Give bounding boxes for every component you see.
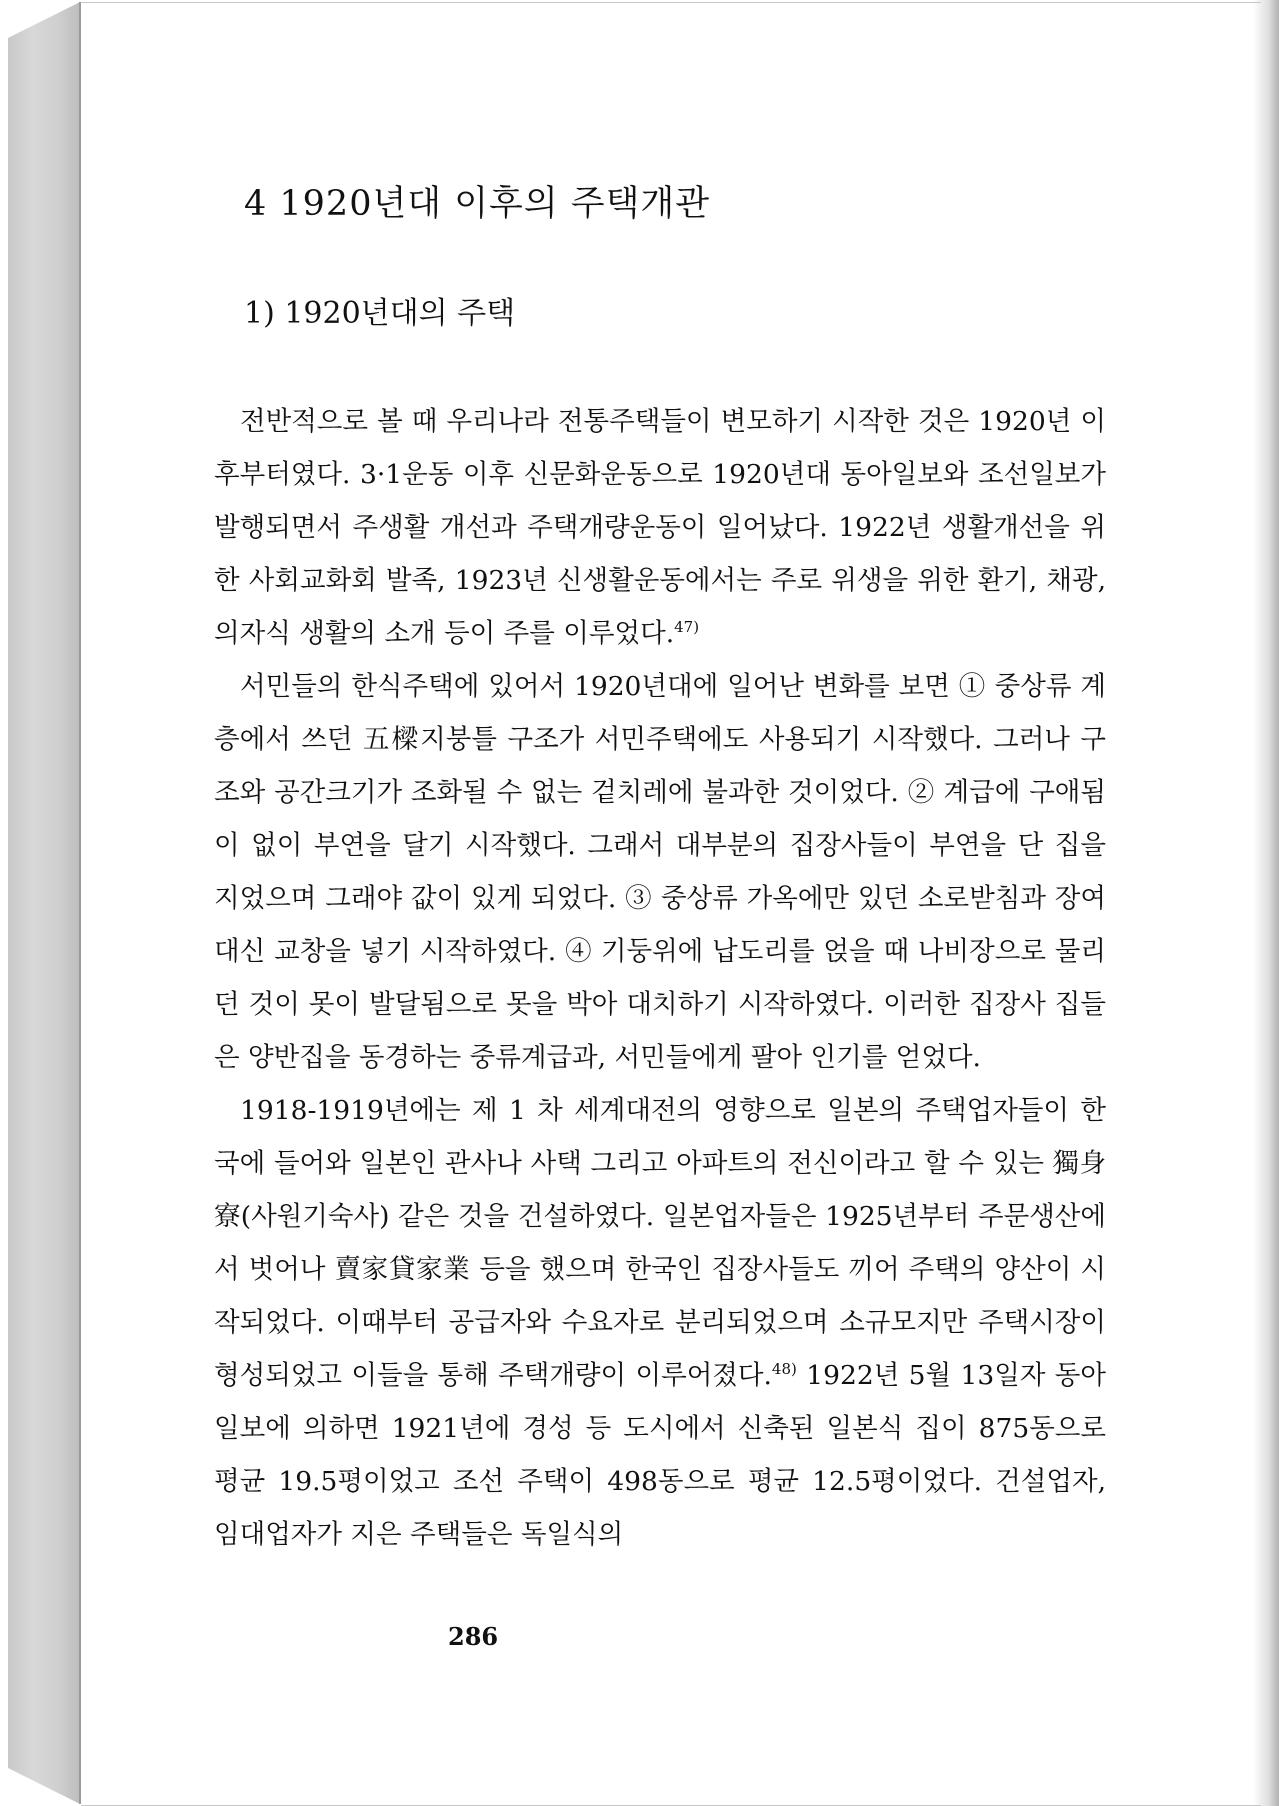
paragraph-text: 서민들의 한식주택에 있어서 1920년대에 일어난 변화를 보면 ① 중상류 계층에서 쓰던 五樑지붕틀 구조가 서민주택에도 사용되기 시작했다. 그러나 구조와 공간크기가 조화될 수 없는 겉치레에 불과한 것이었다. ② 계급에 구애됨이 없이 부연을 달기 시작했다. 그래서 대부분의 집장사들이 부연을 단 집을 지었으며 그래야 값이 있게 되었다. ③ 중상류 가옥에만 있던 소로받침과 장여 대신 교창을 넣기 시작하였다. ④ 기둥위에 납도리를 얹을 때 나비장으로 물리던 것이 못이 발달됨으로 못을 박아 대치하기 시작하였다. 이러한 집장사 집들은 양반집을 동경하는 중류계급과, 서민들에게 팔아 인기를 얻었다. <box>214 671 1106 1073</box>
paragraph-1 <box>214 395 1106 660</box>
body-text <box>214 395 1106 1561</box>
page-number: 286 <box>448 1622 499 1651</box>
paragraph-2 <box>214 660 1106 1084</box>
paragraph-text: 1918-1919년에는 제 1 차 세계대전의 영향으로 일본의 주택업자들이 한국에 들어와 일본인 관사나 사택 그리고 아파트의 전신이라고 할 수 있는 獨身寮(사원기숙사) 같은 것을 건설하였다. 일본업자들은 1925년부터 주문생산에서 벗어나 賣家貸家業 등을 했으며 한국인 집장사들도 끼어 주택의 양산이 시작되었다. 이때부터 공급자와 수요자로 분리되었으며 소규모지만 주택시장이 형성되었고 이들을 통해 주택개량이 이루어졌다. <box>214 1095 1106 1391</box>
footnote-ref-48: 48) <box>771 1360 797 1379</box>
footnote-ref-47: 47) <box>674 618 700 637</box>
paragraph-3 <box>214 1084 1106 1561</box>
section-title: 1) 1920년대의 주택 <box>244 296 516 331</box>
chapter-title: 4 1920년대 이후의 주택개관 <box>244 184 711 224</box>
paragraph-text: 전반적으로 볼 때 우리나라 전통주택들이 변모하기 시작한 것은 1920년 이후부터였다. 3·1운동 이후 신문화운동으로 1920년대 동아일보와 조선일보가 발행되면서 주생활 개선과 주택개량운동이 일어났다. 1922년 생활개선을 위한 사회교화회 발족, 1923년 신생활운동에서는 주로 위생을 위한 환기, 채광, 의자식 생활의 소개 등이 주를 이루었다. <box>214 406 1106 649</box>
paragraph-text-continued: 1922년 5월 13일자 동아일보에 의하면 1921년에 경성 등 도시에서 신축된 일본식 집이 875동으로 평균 19.5평이었고 조선 주택이 498동으로 평균 12.5평이었다. 건설업자, 임대업자가 지은 주택들은 독일식의 <box>214 1360 1106 1550</box>
page-edge-shadow <box>1253 0 1279 1806</box>
book-spine <box>8 2 80 1804</box>
